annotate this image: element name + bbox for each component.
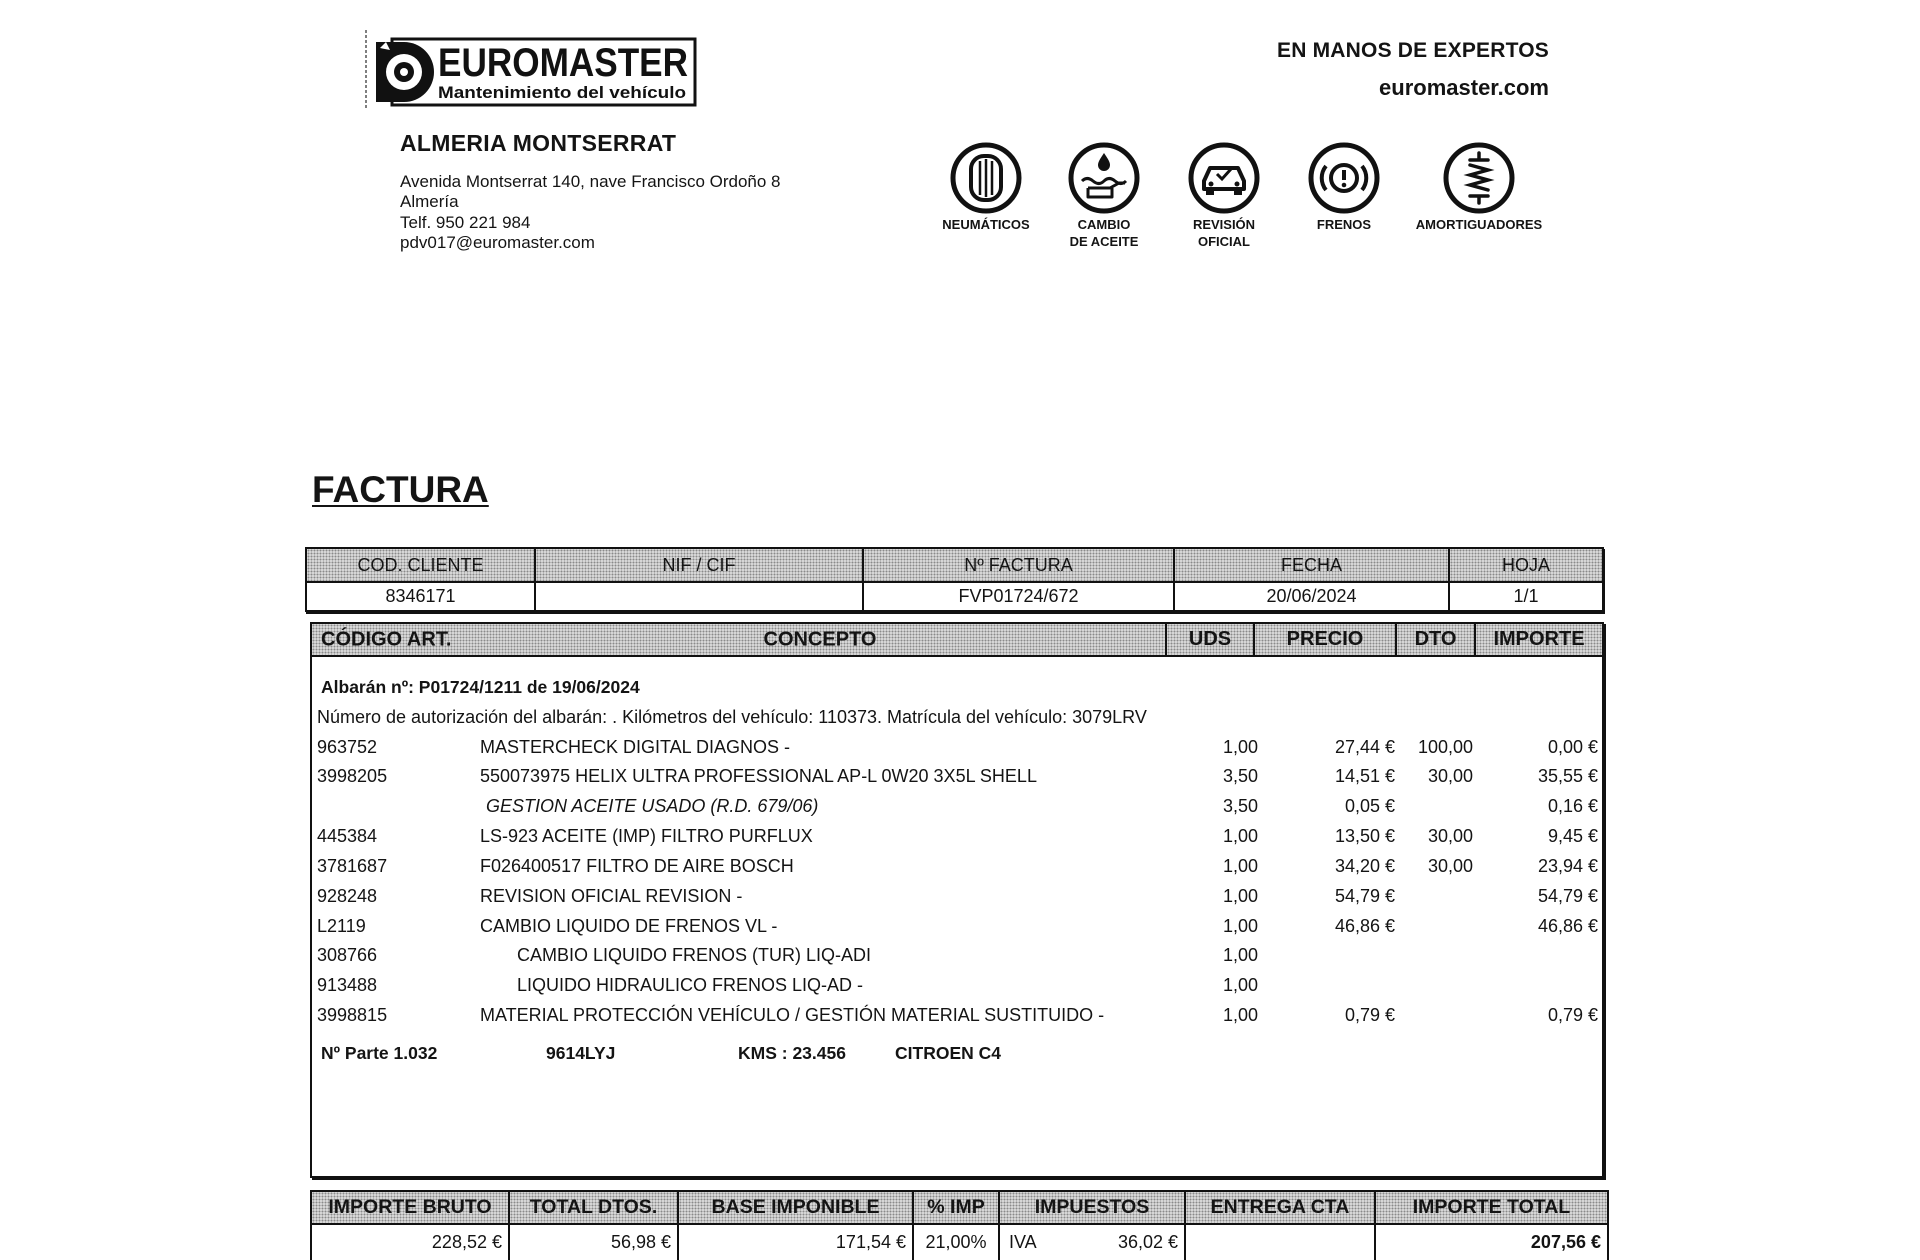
line-amount: 35,55 € <box>1537 766 1598 787</box>
tyre-icon <box>949 141 1023 215</box>
vehicle-mileage: KMS : 23.456 <box>738 1043 846 1063</box>
shop-email: pdv017@euromaster.com <box>400 232 595 252</box>
euromaster-logo <box>360 26 705 116</box>
tax-rate-header: % IMP <box>914 1192 1000 1225</box>
date-header: FECHA <box>1175 549 1450 583</box>
table-row <box>312 882 1602 912</box>
line-code: 3998205 <box>317 766 388 787</box>
document-title: FACTURA <box>312 469 489 510</box>
delivery-note: Albarán nº: P01724/1211 de 19/06/2024 <box>321 677 640 697</box>
line-code: 913488 <box>317 975 378 996</box>
line-items-table <box>310 622 1604 1178</box>
table-row <box>312 762 1602 792</box>
customer-code-header: COD. CLIENTE <box>307 549 536 583</box>
service-label-oil-change: CAMBIO DE ACEITE <box>1069 217 1139 249</box>
invoice-number-header: Nº FACTURA <box>864 549 1175 583</box>
tax-base-value: 171,54 € <box>679 1225 914 1260</box>
total-discounts-value: 56,98 € <box>510 1225 679 1260</box>
line-amount: 54,79 € <box>1537 885 1598 906</box>
shop-name: ALMERIA MONTSERRAT <box>400 130 677 156</box>
amount-column-header: IMPORTE <box>1476 624 1602 655</box>
line-concept: MASTERCHECK DIGITAL DIAGNOS - <box>480 736 791 757</box>
table-row <box>312 1001 1602 1031</box>
line-code: 445384 <box>317 826 378 847</box>
line-unit-price: 13,50 € <box>1334 826 1395 847</box>
line-unit-price: 34,20 € <box>1334 855 1395 876</box>
shop-phone: Telf. 950 221 984 <box>400 212 531 232</box>
line-quantity: 1,00 <box>1222 885 1258 906</box>
gross-amount-header: IMPORTE BRUTO <box>312 1192 510 1225</box>
line-concept: LIQUIDO HIDRAULICO FRENOS LIQ-AD - <box>517 975 864 996</box>
line-quantity: 3,50 <box>1222 796 1258 817</box>
sheet-header: HOJA <box>1450 549 1602 583</box>
car-inspection-icon <box>1187 141 1261 215</box>
line-quantity: 1,00 <box>1222 736 1258 757</box>
line-amount: 0,79 € <box>1547 1005 1598 1026</box>
table-row <box>312 733 1602 763</box>
service-label-brakes: FRENOS <box>1316 217 1372 232</box>
table-row <box>312 912 1602 942</box>
table-row <box>312 822 1602 852</box>
brand-slogan: EN MANOS DE EXPERTOS <box>1277 39 1549 62</box>
line-unit-price: 54,79 € <box>1334 885 1395 906</box>
line-concept: MATERIAL PROTECCIÓN VEHÍCULO / GESTIÓN MATERIAL SUSTITUIDO - <box>480 1005 1105 1026</box>
line-code: L2119 <box>317 915 366 936</box>
line-concept: LS-923 ACEITE (IMP) FILTRO PURFLUX <box>480 826 813 847</box>
line-concept: GESTION ACEITE USADO (R.D. 679/06) <box>486 796 819 817</box>
shock-absorber-icon <box>1442 141 1516 215</box>
service-label-inspection: REVISIÓN OFICIAL <box>1192 217 1256 249</box>
invoice-header-table <box>305 547 1604 612</box>
taxes-header: IMPUESTOS <box>1000 1192 1186 1225</box>
line-quantity: 1,00 <box>1222 826 1258 847</box>
line-items-body <box>312 673 1602 1031</box>
line-quantity: 1,00 <box>1222 1005 1258 1026</box>
line-unit-price: 14,51 € <box>1334 766 1395 787</box>
sheet-value: 1/1 <box>1513 586 1539 606</box>
shop-address <box>400 172 781 253</box>
authorization-note: Número de autorización del albarán: . Kilómetros del vehículo: 110373. Matrícula del vehículo: 3079LRV <box>317 706 1147 727</box>
date-value: 20/06/2024 <box>1175 583 1450 610</box>
discount-column-header: DTO <box>1397 624 1476 655</box>
tax-id-header: NIF / CIF <box>536 549 864 583</box>
tax-type: IVA <box>1009 1232 1037 1252</box>
service-label-shock-absorbers: AMORTIGUADORES <box>1415 217 1543 232</box>
brand-wordmark: EUROMASTER <box>438 41 689 85</box>
gross-amount-value: 228,52 € <box>312 1225 510 1260</box>
address-street: Avenida Montserrat 140, nave Francisco Ordoño 8 <box>400 172 781 191</box>
brand-website: euromaster.com <box>1379 75 1549 100</box>
line-amount: 0,00 € <box>1547 736 1598 757</box>
quantity-column-header: UDS <box>1167 624 1255 655</box>
line-items-header <box>312 624 1602 657</box>
down-payment-header: ENTREGA CTA <box>1186 1192 1376 1225</box>
tax-amount: 36,02 € <box>1117 1232 1178 1252</box>
line-amount: 9,45 € <box>1547 826 1598 847</box>
table-row <box>312 941 1602 971</box>
tax-id-value <box>536 583 864 610</box>
price-column-header: PRECIO <box>1255 624 1397 655</box>
concept-column-header: CONCEPTO <box>763 628 877 650</box>
line-quantity: 1,00 <box>1222 975 1258 996</box>
tax-rate-value: 21,00% <box>914 1225 1000 1260</box>
oil-change-icon <box>1067 141 1141 215</box>
vehicle-model: CITROEN C4 <box>895 1043 1001 1063</box>
vehicle-summary-row <box>312 1038 1602 1068</box>
line-discount: 30,00 <box>1427 826 1473 847</box>
line-quantity: 1,00 <box>1222 855 1258 876</box>
table-row <box>312 971 1602 1001</box>
taxes-cell <box>1000 1225 1186 1260</box>
brake-warning-icon <box>1307 141 1381 215</box>
line-code: 308766 <box>317 945 378 966</box>
customer-code-value: 8346171 <box>307 583 536 610</box>
totals-table <box>310 1190 1609 1260</box>
line-code: 3781687 <box>317 855 388 876</box>
service-label-tyres: NEUMÁTICOS <box>942 217 1030 232</box>
line-amount: 23,94 € <box>1537 855 1598 876</box>
line-discount: 100,00 <box>1417 736 1473 757</box>
line-quantity: 1,00 <box>1222 915 1258 936</box>
invoice-number-value: FVP01724/672 <box>864 583 1175 610</box>
line-concept: CAMBIO LIQUIDO FRENOS (TUR) LIQ-ADI <box>517 945 872 966</box>
line-code: 3998815 <box>317 1005 388 1026</box>
line-unit-price: 46,86 € <box>1334 915 1395 936</box>
line-unit-price: 0,79 € <box>1344 1005 1395 1026</box>
line-concept: 550073975 HELIX ULTRA PROFESSIONAL AP-L 0W20 3X5L SHELL <box>480 766 1037 787</box>
line-concept: CAMBIO LIQUIDO DE FRENOS VL - <box>480 915 778 936</box>
line-concept: F026400517 FILTRO DE AIRE BOSCH <box>480 855 794 876</box>
authorization-note-row <box>312 703 1602 733</box>
line-concept: REVISION OFICIAL REVISION - <box>480 885 743 906</box>
table-row <box>312 792 1602 822</box>
line-discount: 30,00 <box>1427 855 1473 876</box>
grand-total-value: 207,56 € <box>1530 1232 1601 1252</box>
line-code: 963752 <box>317 736 378 757</box>
code-column-header: CÓDIGO ART. <box>321 628 452 650</box>
total-discounts-header: TOTAL DTOS. <box>510 1192 679 1225</box>
tax-base-header: BASE IMPONIBLE <box>679 1192 914 1225</box>
code-concept-header <box>312 624 1167 655</box>
brand-tagline: Mantenimiento del vehículo <box>438 83 686 102</box>
down-payment-value <box>1186 1225 1376 1260</box>
line-unit-price: 0,05 € <box>1344 796 1395 817</box>
line-discount: 30,00 <box>1427 766 1473 787</box>
address-city: Almería <box>400 192 459 212</box>
work-order-number: Nº Parte 1.032 <box>321 1043 438 1063</box>
line-code: 928248 <box>317 885 378 906</box>
grand-total-header: IMPORTE TOTAL <box>1376 1192 1607 1225</box>
vehicle-plate: 9614LYJ <box>546 1043 616 1063</box>
line-amount: 0,16 € <box>1547 796 1598 817</box>
line-quantity: 3,50 <box>1222 766 1258 787</box>
line-unit-price: 27,44 € <box>1334 736 1395 757</box>
table-row <box>312 852 1602 882</box>
line-quantity: 1,00 <box>1222 945 1258 966</box>
delivery-note-row <box>312 673 1602 703</box>
line-amount: 46,86 € <box>1537 915 1598 936</box>
